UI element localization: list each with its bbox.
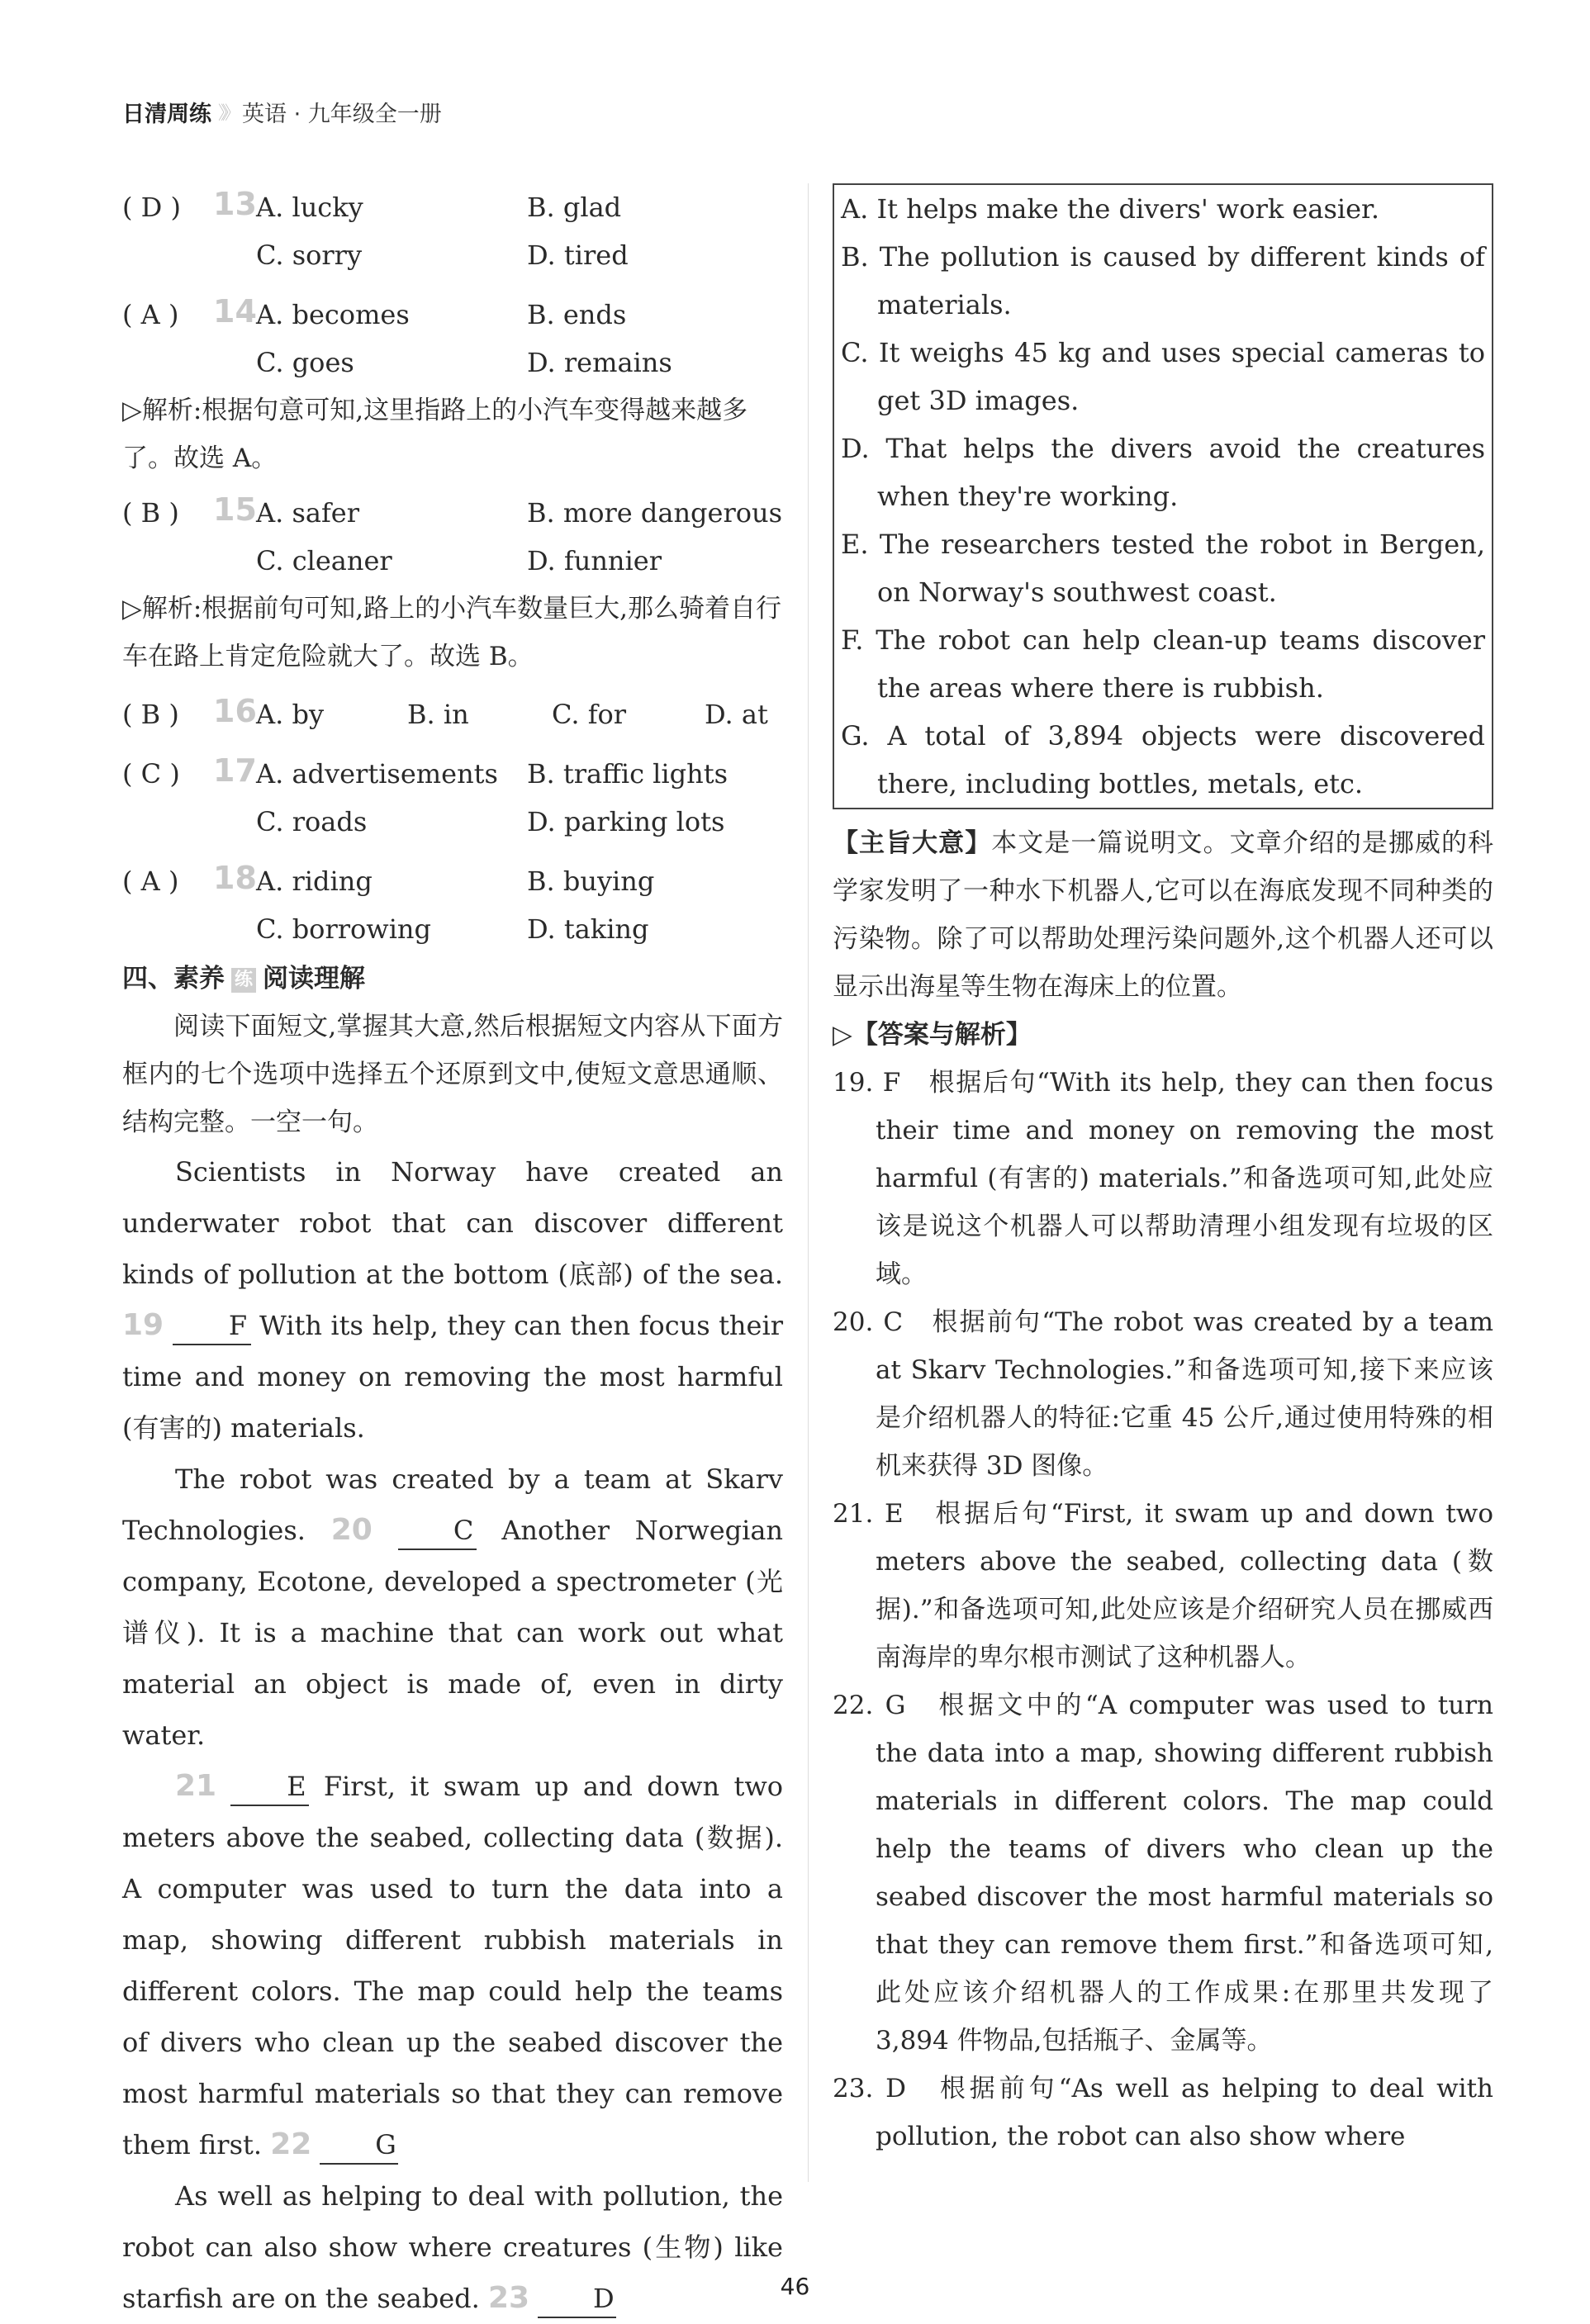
page-number: 46 bbox=[780, 2273, 810, 2300]
option-c: C. cleaner bbox=[256, 545, 392, 576]
answer-22: 22. G 根据文中的“A computer was used to turn the data into a map, showing different rubbish materials in different colors. The map could help the teams of divers who clean up the seabed discover the most harmful materials so that they can remove them first.”和备选项可知,此处应该介绍机器人的工作成果:在那里共发现了 3,894 件物品,包括瓶子、金属等。 bbox=[833, 1691, 1493, 2056]
column-divider bbox=[808, 183, 809, 2182]
option-a: A. safer bbox=[256, 497, 360, 529]
option-b: B. glad bbox=[527, 192, 622, 223]
book-title: 日清周练 bbox=[122, 101, 211, 127]
answer-blank: E bbox=[230, 1768, 309, 1806]
option-a: A. by bbox=[256, 699, 325, 730]
answer-heading: ▷【答案与解析】 bbox=[833, 1020, 1032, 1050]
options-box bbox=[833, 183, 1493, 809]
answer-mark: ( A ) bbox=[122, 866, 179, 897]
option-c: C. roads bbox=[256, 806, 368, 837]
question-14 bbox=[122, 291, 783, 339]
question-13-row2 bbox=[122, 231, 783, 279]
passage-paragraph-1: Scientists in Norway have created an underwater robot that can discover different kinds of pollution at the bottom (底部) of the sea. 19 F With its help, they can then focus their time and money on removing the most harmful (有害的) materials. bbox=[122, 1156, 783, 1444]
explanation-14: ▷解析:根据句意可知,这里指路上的小汽车变得越来越多了。故选 A。 bbox=[122, 396, 748, 473]
question-number: 14 bbox=[213, 293, 257, 330]
option-item: G. A total of 3,894 objects were discovered there, including bottles, metals, etc. bbox=[841, 720, 1485, 799]
subject-label: 英语 · 九年级全一册 bbox=[242, 101, 442, 127]
right-column bbox=[833, 183, 1493, 2160]
option-a: A. riding bbox=[256, 866, 373, 897]
page-header bbox=[122, 91, 442, 132]
blank-number: 21 bbox=[175, 1769, 217, 1803]
option-item: D. That helps the divers avoid the creatures when they're working. bbox=[841, 433, 1485, 512]
option-d: D. parking lots bbox=[527, 806, 725, 837]
option-c: C. goes bbox=[256, 347, 354, 378]
answer-mark: ( A ) bbox=[122, 299, 179, 330]
question-number: 17 bbox=[213, 752, 257, 789]
question-number: 18 bbox=[213, 860, 257, 896]
question-number: 13 bbox=[213, 186, 257, 222]
passage-paragraph-2: The robot was created by a team at Skarv Technologies. 20 C Another Norwegian company, Ecotone, developed a spectrometer (光谱仪). It is a machine that can work out what material an object is made of, even in dirty water. bbox=[122, 1463, 784, 1751]
option-c: C. for bbox=[552, 699, 627, 730]
option-b: B. in bbox=[407, 699, 469, 730]
question-17-row2 bbox=[122, 798, 783, 846]
blank-number: 20 bbox=[330, 1513, 373, 1547]
option-a: A. advertisements bbox=[256, 758, 498, 790]
answer-20: 20. C 根据前句“The robot was created by a team at Skarv Technologies.”和备选项可知,接下来应该是介绍机器人的特征:它重 45 公斤,通过使用特殊的相机来获得 3D 图像。 bbox=[833, 1307, 1493, 1481]
option-b: B. buying bbox=[527, 866, 655, 897]
explanation-15: ▷解析:根据前句可知,路上的小汽车数量巨大,那么骑着自行车在路上肯定危险就大了。故选 B。 bbox=[122, 594, 781, 671]
answer-blank: F bbox=[173, 1307, 251, 1345]
blank-number: 23 bbox=[488, 2281, 530, 2315]
answer-blank: G bbox=[320, 2127, 398, 2165]
section-heading: 四、素养 练 阅读理解 bbox=[122, 964, 366, 994]
answer-19: 19. F 根据后句“With its help, they can then focus their time and money on removing the most harmful (有害的) materials.”和备选项可知,此处应该是说这个机器人可以帮助清理小组发现有垃圾的区域。 bbox=[833, 1068, 1493, 1289]
main-idea: 【主旨大意】本文是一篇说明文。文章介绍的是挪威的科学家发明了一种水下机器人,它可以在海底发现不同种类的污染物。除了可以帮助处理污染问题外,这个机器人还可以显示出海星等生物在海床上的位置。 bbox=[833, 828, 1493, 1002]
question-18 bbox=[122, 857, 783, 905]
answer-blank: D bbox=[538, 2280, 616, 2318]
option-item: E. The researchers tested the robot in Bergen, on Norway's southwest coast. bbox=[841, 529, 1485, 608]
chevron-icon: 》》 bbox=[218, 102, 236, 124]
answer-mark: ( B ) bbox=[122, 699, 179, 730]
question-18-row2 bbox=[122, 905, 783, 953]
option-item: B. The pollution is caused by different kinds of materials. bbox=[841, 241, 1485, 320]
answer-23: 23. D 根据前句“As well as helping to deal with pollution, the robot can also show where bbox=[833, 2074, 1493, 2151]
option-a: A. lucky bbox=[256, 192, 363, 223]
answer-blank: C bbox=[398, 1512, 477, 1550]
option-c: C. borrowing bbox=[256, 913, 432, 945]
option-b: B. ends bbox=[527, 299, 627, 330]
instructions: 阅读下面短文,掌握其大意,然后根据短文内容从下面方框内的七个选项中选择五个还原到文中,使短文意思通顺、结构完整。一空一句。 bbox=[122, 1012, 783, 1137]
option-d: D. remains bbox=[527, 347, 672, 378]
option-d: D. tired bbox=[527, 240, 629, 271]
answer-21: 21. E 根据后句“First, it swam up and down two meters above the seabed, collecting data (数据).”和备选项可知,此处应该是介绍研究人员在挪威西南海岸的卑尔根市测试了这种机器人。 bbox=[833, 1499, 1493, 1672]
option-item: F. The robot can help clean-up teams discover the areas where there is rubbish. bbox=[841, 624, 1485, 704]
question-13 bbox=[122, 183, 783, 231]
passage-paragraph-3: 21 E First, it swam up and down two meters above the seabed, collecting data (数据). A computer was used to turn the data into a map, showing different rubbish materials in different colors. The map could help the teams of divers who clean up the seabed discover the most harmful materials so that they can remove them first. 22 G bbox=[122, 1761, 783, 2170]
question-number: 16 bbox=[213, 693, 257, 729]
left-column bbox=[122, 183, 783, 2324]
question-number: 15 bbox=[213, 491, 257, 528]
option-d: D. at bbox=[705, 699, 768, 730]
question-14-row2 bbox=[122, 339, 783, 387]
option-b: B. more dangerous bbox=[527, 497, 783, 529]
option-a: A. becomes bbox=[256, 299, 410, 330]
question-15 bbox=[122, 489, 783, 537]
question-15-row2 bbox=[122, 537, 783, 585]
blank-number: 22 bbox=[270, 2127, 312, 2161]
option-b: B. traffic lights bbox=[527, 758, 728, 790]
answer-mark: ( C ) bbox=[122, 758, 180, 790]
practice-tag: 练 bbox=[231, 968, 256, 993]
passage-paragraph-4: As well as helping to deal with pollution, the robot can also show where creatures (生物) like starfish are on the seabed. 23 D bbox=[122, 2170, 783, 2324]
option-d: D. funnier bbox=[527, 545, 662, 576]
option-d: D. taking bbox=[527, 913, 649, 945]
blank-number: 19 bbox=[122, 1308, 164, 1342]
option-item: C. It weighs 45 kg and uses special cameras to get 3D images. bbox=[841, 337, 1485, 416]
question-17 bbox=[122, 750, 783, 798]
answer-mark: ( D ) bbox=[122, 192, 181, 223]
question-16 bbox=[122, 690, 783, 738]
answer-mark: ( B ) bbox=[122, 497, 179, 529]
main-idea-label: 【主旨大意】 bbox=[833, 828, 992, 858]
option-item: A. It helps make the divers' work easier. bbox=[841, 193, 1379, 225]
option-c: C. sorry bbox=[256, 240, 363, 271]
